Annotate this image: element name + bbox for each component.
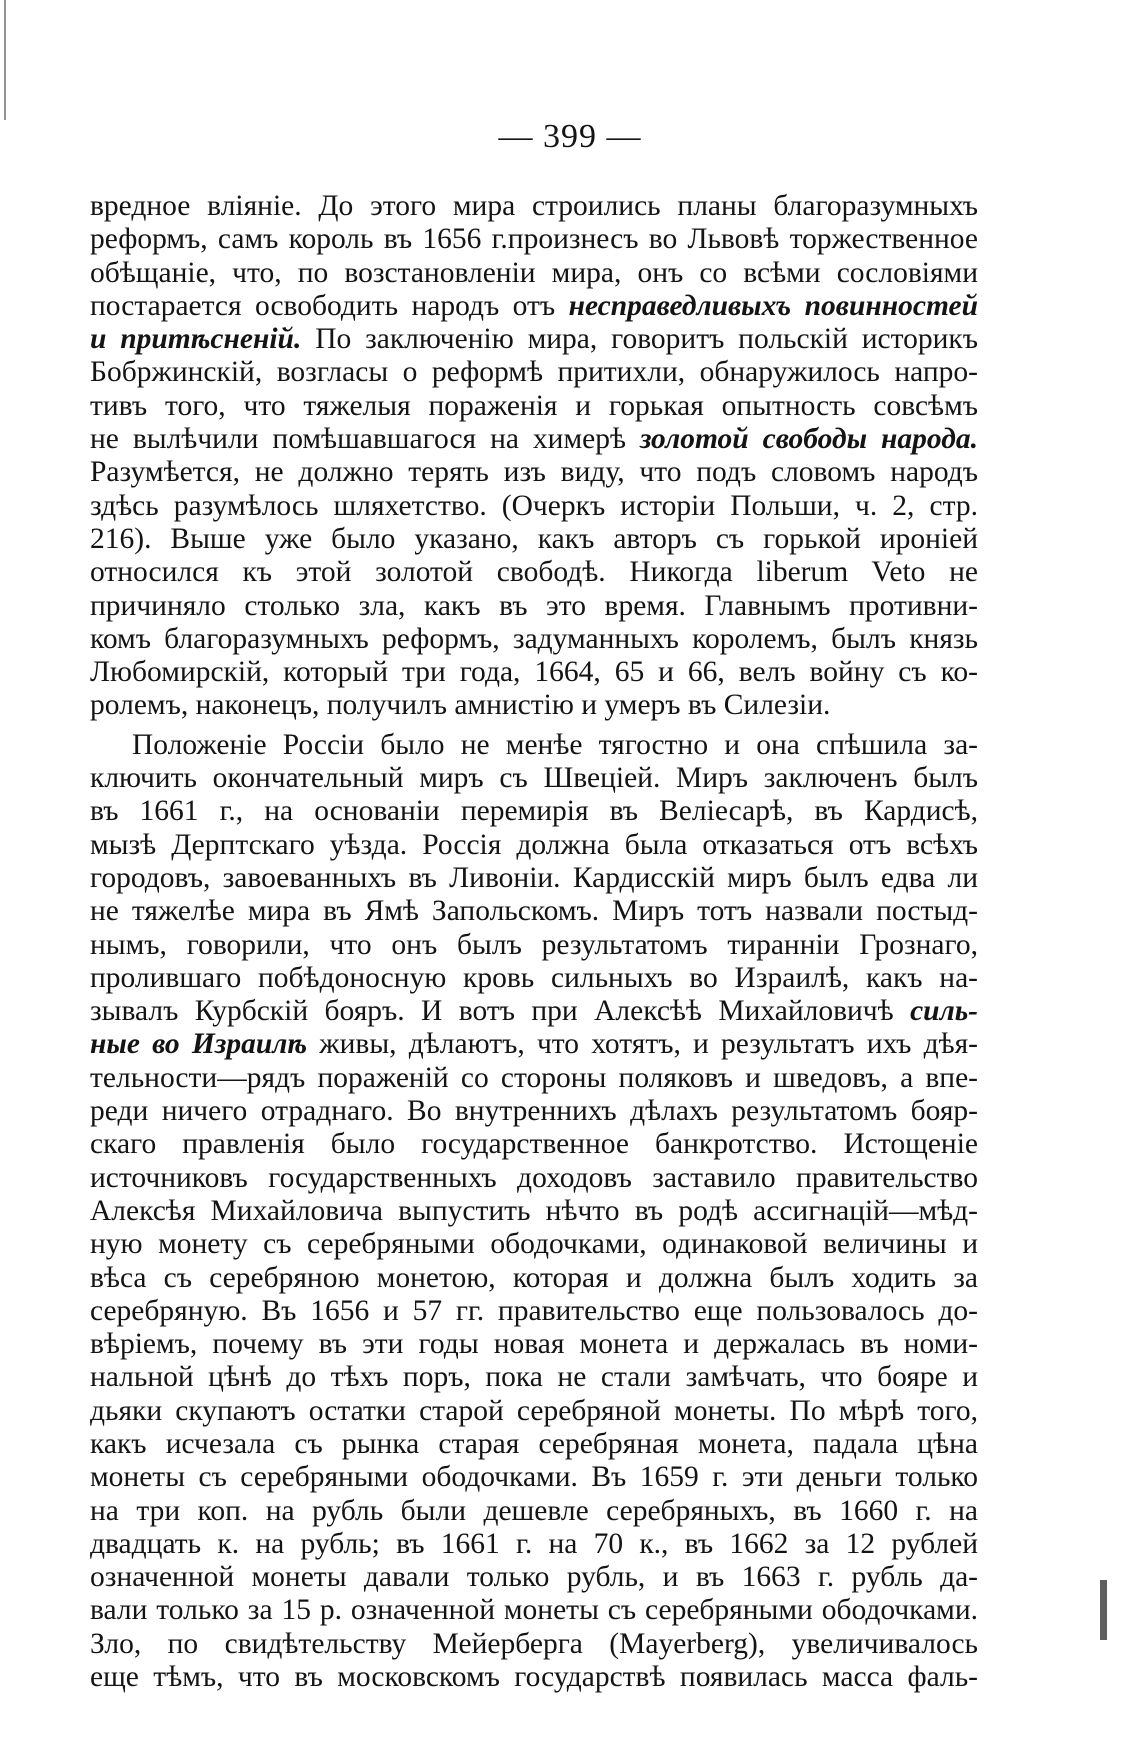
- text-line: нымъ, говорили, что онъ былъ результатомъ тиранніи Грознаго,: [90, 928, 978, 961]
- text-line: [90, 1028, 978, 1061]
- text-line: ключить окончательный миръ съ Швеціей. Миръ заключенъ былъ: [90, 762, 978, 795]
- text-line: комъ благоразумныхъ реформъ, задуманныхъ королемъ, былъ князь: [90, 622, 978, 655]
- text-line: реди ничего отраднаго. Во внутреннихъ дѣлахъ результатомъ бояр-: [90, 1095, 978, 1128]
- text-line: вѣріемъ, почему въ эти годы новая монета и держалась въ номи-: [90, 1328, 978, 1361]
- text-line: монеты съ серебряными ободочками. Въ 1659 г. эти деньги только: [90, 1461, 978, 1494]
- text-fragment: живы, дѣлаютъ, что хотятъ, и результатъ ихъ дѣя-: [319, 1028, 978, 1061]
- text-line: здѣсь разумѣлось шляхетство. (Очеркъ исторіи Польши, ч. 2, стр.: [90, 489, 978, 522]
- scan-edge-mark: [4, 0, 6, 120]
- text-fragment: зывалъ Курбскій бояръ. И вотъ при Алексѣѣ Михайловичѣ: [90, 995, 894, 1028]
- text-line: Любомирскій, который три года, 1664, 65 и 66, велъ войну съ ко-: [90, 656, 978, 689]
- text-line: мызѣ Дерптскаго уѣзда. Россія должна была отказаться отъ всѣхъ: [90, 828, 978, 861]
- text-line: тельности—рядъ пораженій со стороны поляковъ и шведовъ, а впе-: [90, 1061, 978, 1094]
- text-line: пролившаго побѣдоносную кровь сильныхъ во Израилѣ, какъ на-: [90, 961, 978, 994]
- text-line: Разумѣется, не должно терять изъ виду, что подъ словомъ народъ: [90, 456, 978, 489]
- text-line: источниковъ государственныхъ доходовъ заставило правительство: [90, 1161, 978, 1194]
- text-fragment: По заключенію мира, говоритъ польскій историкъ: [315, 323, 978, 356]
- text-line: тивъ того, что тяжелыя пораженія и горькая опытность совсѣмъ: [90, 389, 978, 422]
- text-line: Зло, по свидѣтельству Мейерберга (Mayerberg), увеличивалось: [90, 1627, 978, 1660]
- text-line: 216). Выше уже было указано, какъ авторъ съ горькой ироніей: [90, 522, 978, 555]
- text-line: [90, 995, 978, 1028]
- text-line: городовъ, завоеванныхъ въ Ливоніи. Кардисскій миръ былъ едва ли: [90, 861, 978, 894]
- text-line: [90, 423, 978, 456]
- text-line: двадцать к. на рубль; въ 1661 г. на 70 к., въ 1662 за 12 рублей: [90, 1527, 978, 1560]
- text-line: дьяки скупаютъ остатки старой серебряной монеты. По мѣрѣ того,: [90, 1394, 978, 1427]
- emphasis-text: золотой свободы народа.: [639, 423, 978, 456]
- text-line: обѣщаніе, что, по возстановленіи мира, онъ со всѣми сословіями: [90, 256, 978, 289]
- text-line: нальной цѣнѣ до тѣхъ поръ, пока не стали замѣчать, что бояре и: [90, 1361, 978, 1394]
- text-line: [90, 290, 978, 323]
- text-line: причиняло столько зла, какъ въ это время. Главнымъ противни-: [90, 589, 978, 622]
- text-fragment: не вылѣчили помѣшавшагося на химерѣ: [90, 423, 626, 456]
- body-text: [90, 190, 978, 1694]
- emphasis-text: ные во Израилѣ: [90, 1028, 308, 1061]
- text-line: скаго правленія было государственное банкротство. Истощеніе: [90, 1128, 978, 1161]
- text-line: ролемъ, наконецъ, получилъ амнистію и умеръ въ Силезіи.: [90, 689, 831, 722]
- text-line: означенной монеты давали только рубль, и въ 1663 г. рубль да-: [90, 1561, 978, 1594]
- emphasis-text: силь-: [910, 995, 978, 1028]
- page-number: — 399 —: [498, 118, 642, 155]
- text-line: относился къ этой золотой свободѣ. Никогда liberum Veto не: [90, 556, 978, 589]
- text-line: не тяжелѣе мира въ Ямѣ Запольскомъ. Миръ тотъ назвали постыд-: [90, 895, 978, 928]
- text-line: на три коп. на рубль были дешевле серебряныхъ, въ 1660 г. на: [90, 1494, 978, 1527]
- text-line: [90, 323, 978, 356]
- text-line: какъ исчезала съ рынка старая серебряная монета, падала цѣна: [90, 1427, 978, 1460]
- paragraph-start-line: Положеніе Россіи было не менѣе тягостно и она спѣшила за-: [132, 728, 978, 761]
- scan-edge-mark: [1100, 1580, 1107, 1640]
- text-line: въ 1661 г., на основаніи перемирія въ Веліесарѣ, въ Кардисѣ,: [90, 795, 978, 828]
- text-line: вали только за 15 р. означенной монеты съ серебряными ободочками.: [90, 1594, 978, 1627]
- text-line: Алексѣя Михайловича выпустить нѣчто въ родѣ ассигнацій—мѣд-: [90, 1194, 978, 1227]
- text-line: еще тѣмъ, что въ московскомъ государствѣ появилась масса фаль-: [90, 1661, 978, 1694]
- text-line: Бобржинскій, возгласы о реформѣ притихли, обнаружилось напро-: [90, 356, 978, 389]
- emphasis-text: несправедливыхъ повинностей: [568, 289, 978, 322]
- emphasis-text: и притѣсненій.: [90, 323, 302, 356]
- text-line: реформъ, самъ король въ 1656 г.произнесъ во Львовѣ торжественное: [90, 223, 978, 256]
- text-fragment: постарается освободить народъ отъ: [90, 289, 556, 322]
- text-line: серебряную. Въ 1656 и 57 гг. правительство еще пользовалось до-: [90, 1294, 978, 1327]
- text-line: вредное вліяніе. До этого мира строились планы благоразумныхъ: [90, 190, 978, 222]
- text-line: ную монету съ серебряными ободочками, одинаковой величины и: [90, 1228, 978, 1261]
- text-line: вѣса съ серебряною монетою, которая и должна былъ ходить за: [90, 1261, 978, 1294]
